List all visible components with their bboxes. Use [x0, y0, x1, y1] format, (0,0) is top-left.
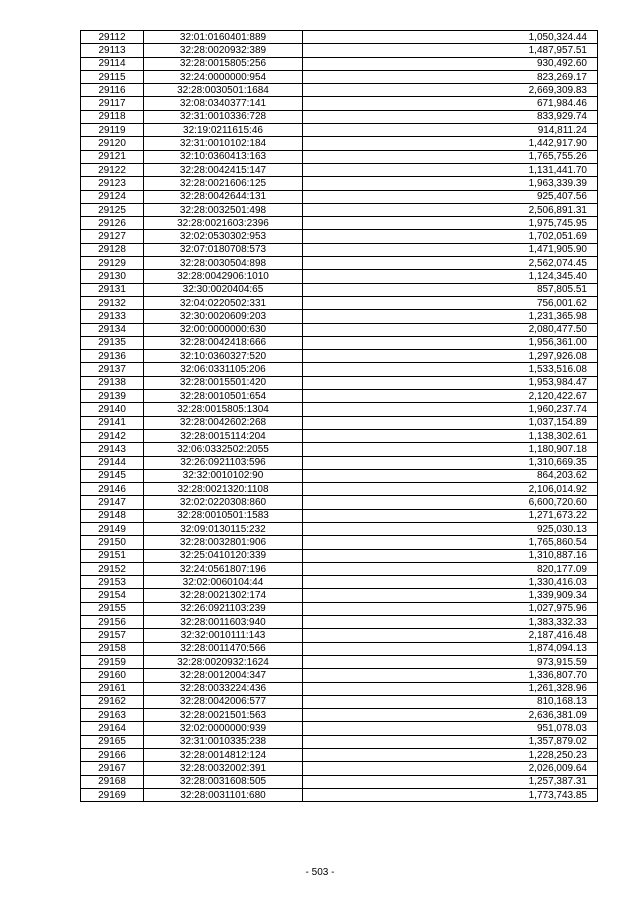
record-id-cell: 29117	[81, 97, 144, 110]
record-id-cell: 29159	[81, 655, 144, 668]
amount-cell: 973,915.59	[303, 655, 598, 668]
cadastral-number-cell: 32:28:0015501:420	[144, 376, 303, 389]
cadastral-number-cell: 32:28:0010501:654	[144, 390, 303, 403]
table-row	[81, 283, 598, 296]
record-id-cell: 29132	[81, 296, 144, 309]
table-row	[81, 669, 598, 682]
amount-cell: 1,330,416.03	[303, 576, 598, 589]
table-row	[81, 84, 598, 97]
cadastral-number-cell: 32:02:0060104:44	[144, 576, 303, 589]
amount-cell: 1,765,860.54	[303, 536, 598, 549]
cadastral-number-cell: 32:28:0030501:1684	[144, 84, 303, 97]
cadastral-number-cell: 32:28:0020932:389	[144, 44, 303, 57]
record-id-cell: 29113	[81, 44, 144, 57]
record-id-cell: 29153	[81, 576, 144, 589]
records-table-body	[81, 31, 598, 802]
cadastral-number-cell: 32:24:0000000:954	[144, 70, 303, 83]
table-row	[81, 629, 598, 642]
record-id-cell: 29122	[81, 163, 144, 176]
record-id-cell: 29149	[81, 522, 144, 535]
amount-cell: 2,636,381.09	[303, 709, 598, 722]
table-row	[81, 230, 598, 243]
record-id-cell: 29119	[81, 124, 144, 137]
amount-cell: 756,001.62	[303, 296, 598, 309]
cadastral-number-cell: 32:28:0032801:906	[144, 536, 303, 549]
amount-cell: 1,261,328.96	[303, 682, 598, 695]
cadastral-number-cell: 32:32:0010102:90	[144, 469, 303, 482]
table-row	[81, 562, 598, 575]
cadastral-number-cell: 32:28:0020932:1624	[144, 655, 303, 668]
amount-cell: 1,442,917.90	[303, 137, 598, 150]
record-id-cell: 29116	[81, 84, 144, 97]
record-id-cell: 29164	[81, 722, 144, 735]
amount-cell: 1,297,926.08	[303, 350, 598, 363]
cadastral-number-cell: 32:28:0031101:680	[144, 788, 303, 801]
page-number: - 503 -	[305, 867, 335, 878]
record-id-cell: 29146	[81, 483, 144, 496]
cadastral-number-cell: 32:28:0042602:268	[144, 416, 303, 429]
amount-cell: 1,271,673.22	[303, 509, 598, 522]
table-row	[81, 443, 598, 456]
table-row	[81, 616, 598, 629]
table-row	[81, 57, 598, 70]
record-id-cell: 29120	[81, 137, 144, 150]
cadastral-number-cell: 32:10:0360413:163	[144, 150, 303, 163]
amount-cell: 1,702,051.69	[303, 230, 598, 243]
amount-cell: 1,027,975.96	[303, 602, 598, 615]
record-id-cell: 29144	[81, 456, 144, 469]
table-row	[81, 762, 598, 775]
amount-cell: 864,203.62	[303, 469, 598, 482]
cadastral-number-cell: 32:32:0010111:143	[144, 629, 303, 642]
table-row	[81, 722, 598, 735]
amount-cell: 2,669,309.83	[303, 84, 598, 97]
cadastral-number-cell: 32:25:0410120:339	[144, 549, 303, 562]
amount-cell: 1,471,905.90	[303, 243, 598, 256]
record-id-cell: 29126	[81, 217, 144, 230]
table-row	[81, 788, 598, 801]
record-id-cell: 29152	[81, 562, 144, 575]
table-row	[81, 509, 598, 522]
record-id-cell: 29163	[81, 709, 144, 722]
cadastral-number-cell: 32:28:0021320:1108	[144, 483, 303, 496]
table-row	[81, 456, 598, 469]
table-row	[81, 270, 598, 283]
cadastral-number-cell: 32:28:0031608:505	[144, 775, 303, 788]
amount-cell: 1,180,907.18	[303, 443, 598, 456]
record-id-cell: 29143	[81, 443, 144, 456]
table-row	[81, 522, 598, 535]
cadastral-number-cell: 32:28:0042644:131	[144, 190, 303, 203]
amount-cell: 951,078.03	[303, 722, 598, 735]
record-id-cell: 29131	[81, 283, 144, 296]
cadastral-number-cell: 32:30:0020609:203	[144, 310, 303, 323]
cadastral-number-cell: 32:07:0180708:573	[144, 243, 303, 256]
amount-cell: 823,269.17	[303, 70, 598, 83]
record-id-cell: 29127	[81, 230, 144, 243]
cadastral-number-cell: 32:31:0010335:238	[144, 735, 303, 748]
cadastral-number-cell: 32:31:0010102:184	[144, 137, 303, 150]
cadastral-number-cell: 32:06:0331105:206	[144, 363, 303, 376]
record-id-cell: 29129	[81, 257, 144, 270]
cadastral-number-cell: 32:28:0032002:391	[144, 762, 303, 775]
amount-cell: 1,765,755.26	[303, 150, 598, 163]
amount-cell: 2,106,014.92	[303, 483, 598, 496]
table-row	[81, 70, 598, 83]
table-row	[81, 376, 598, 389]
cadastral-number-cell: 32:26:0921103:596	[144, 456, 303, 469]
table-row	[81, 97, 598, 110]
table-row	[81, 44, 598, 57]
cadastral-number-cell: 32:30:0020404:65	[144, 283, 303, 296]
cadastral-number-cell: 32:28:0011603:940	[144, 616, 303, 629]
record-id-cell: 29168	[81, 775, 144, 788]
amount-cell: 1,336,807.70	[303, 669, 598, 682]
cadastral-number-cell: 32:28:0011470:566	[144, 642, 303, 655]
amount-cell: 914,811.24	[303, 124, 598, 137]
table-row	[81, 602, 598, 615]
cadastral-number-cell: 32:28:0021302:174	[144, 589, 303, 602]
amount-cell: 833,929.74	[303, 110, 598, 123]
amount-cell: 1,231,365.98	[303, 310, 598, 323]
table-row	[81, 363, 598, 376]
table-row	[81, 655, 598, 668]
amount-cell: 1,487,957.51	[303, 44, 598, 57]
cadastral-number-cell: 32:28:0021603:2396	[144, 217, 303, 230]
record-id-cell: 29130	[81, 270, 144, 283]
cadastral-number-cell: 32:28:0012004:347	[144, 669, 303, 682]
amount-cell: 2,120,422.67	[303, 390, 598, 403]
record-id-cell: 29124	[81, 190, 144, 203]
amount-cell: 2,506,891.31	[303, 203, 598, 216]
table-row	[81, 775, 598, 788]
amount-cell: 1,257,387.31	[303, 775, 598, 788]
table-row	[81, 642, 598, 655]
cadastral-number-cell: 32:31:0010336:728	[144, 110, 303, 123]
cadastral-number-cell: 32:28:0015805:1304	[144, 403, 303, 416]
amount-cell: 810,168.13	[303, 695, 598, 708]
amount-cell: 1,874,094.13	[303, 642, 598, 655]
cadastral-number-cell: 32:28:0042418:666	[144, 336, 303, 349]
record-id-cell: 29166	[81, 749, 144, 762]
amount-cell: 1,310,669.35	[303, 456, 598, 469]
table-row	[81, 429, 598, 442]
amount-cell: 1,383,332.33	[303, 616, 598, 629]
cadastral-number-cell: 32:28:0042906:1010	[144, 270, 303, 283]
record-id-cell: 29154	[81, 589, 144, 602]
record-id-cell: 29142	[81, 429, 144, 442]
table-row	[81, 203, 598, 216]
records-table	[80, 30, 598, 802]
amount-cell: 925,030.13	[303, 522, 598, 535]
record-id-cell: 29157	[81, 629, 144, 642]
amount-cell: 1,975,745.95	[303, 217, 598, 230]
cadastral-number-cell: 32:00:0000000:630	[144, 323, 303, 336]
amount-cell: 925,407.56	[303, 190, 598, 203]
cadastral-number-cell: 32:28:0033224:436	[144, 682, 303, 695]
table-row	[81, 589, 598, 602]
record-id-cell: 29121	[81, 150, 144, 163]
record-id-cell: 29167	[81, 762, 144, 775]
cadastral-number-cell: 32:28:0021606:125	[144, 177, 303, 190]
record-id-cell: 29112	[81, 31, 144, 44]
record-id-cell: 29125	[81, 203, 144, 216]
cadastral-number-cell: 32:26:0921103:239	[144, 602, 303, 615]
record-id-cell: 29161	[81, 682, 144, 695]
cadastral-number-cell: 32:28:0021501:563	[144, 709, 303, 722]
record-id-cell: 29137	[81, 363, 144, 376]
table-row	[81, 695, 598, 708]
amount-cell: 671,984.46	[303, 97, 598, 110]
table-row	[81, 416, 598, 429]
cadastral-number-cell: 32:19:0211615:46	[144, 124, 303, 137]
table-row	[81, 469, 598, 482]
cadastral-number-cell: 32:10:0360327:520	[144, 350, 303, 363]
table-row	[81, 549, 598, 562]
cadastral-number-cell: 32:04:0220502:331	[144, 296, 303, 309]
record-id-cell: 29128	[81, 243, 144, 256]
amount-cell: 1,963,339.39	[303, 177, 598, 190]
cadastral-number-cell: 32:28:0014812:124	[144, 749, 303, 762]
amount-cell: 1,138,302.61	[303, 429, 598, 442]
table-row	[81, 403, 598, 416]
table-row	[81, 243, 598, 256]
record-id-cell: 29151	[81, 549, 144, 562]
table-row	[81, 536, 598, 549]
amount-cell: 1,960,237.74	[303, 403, 598, 416]
cadastral-number-cell: 32:01:0160401:889	[144, 31, 303, 44]
table-row	[81, 217, 598, 230]
cadastral-number-cell: 32:02:0530302:953	[144, 230, 303, 243]
amount-cell: 2,562,074.45	[303, 257, 598, 270]
record-id-cell: 29165	[81, 735, 144, 748]
table-row	[81, 190, 598, 203]
table-row	[81, 323, 598, 336]
amount-cell: 1,357,879.02	[303, 735, 598, 748]
amount-cell: 1,533,516.08	[303, 363, 598, 376]
record-id-cell: 29118	[81, 110, 144, 123]
record-id-cell: 29115	[81, 70, 144, 83]
table-row	[81, 350, 598, 363]
record-id-cell: 29123	[81, 177, 144, 190]
amount-cell: 1,228,250.23	[303, 749, 598, 762]
table-row	[81, 296, 598, 309]
cadastral-number-cell: 32:28:0042006:577	[144, 695, 303, 708]
amount-cell: 1,953,984.47	[303, 376, 598, 389]
amount-cell: 1,037,154.89	[303, 416, 598, 429]
amount-cell: 820,177.09	[303, 562, 598, 575]
amount-cell: 1,131,441.70	[303, 163, 598, 176]
record-id-cell: 29141	[81, 416, 144, 429]
cadastral-number-cell: 32:08:0340377:141	[144, 97, 303, 110]
amount-cell: 2,080,477.50	[303, 323, 598, 336]
table-row	[81, 336, 598, 349]
record-id-cell: 29138	[81, 376, 144, 389]
amount-cell: 6,600,720.60	[303, 496, 598, 509]
table-row	[81, 257, 598, 270]
record-id-cell: 29160	[81, 669, 144, 682]
cadastral-number-cell: 32:28:0030504:898	[144, 257, 303, 270]
table-row	[81, 31, 598, 44]
table-row	[81, 682, 598, 695]
cadastral-number-cell: 32:28:0010501:1583	[144, 509, 303, 522]
table-row	[81, 496, 598, 509]
record-id-cell: 29169	[81, 788, 144, 801]
cadastral-number-cell: 32:09:0130115:232	[144, 522, 303, 535]
record-id-cell: 29114	[81, 57, 144, 70]
record-id-cell: 29148	[81, 509, 144, 522]
amount-cell: 1,956,361.00	[303, 336, 598, 349]
amount-cell: 1,310,887.16	[303, 549, 598, 562]
record-id-cell: 29158	[81, 642, 144, 655]
record-id-cell: 29135	[81, 336, 144, 349]
table-row	[81, 124, 598, 137]
record-id-cell: 29145	[81, 469, 144, 482]
table-row	[81, 735, 598, 748]
table-row	[81, 576, 598, 589]
amount-cell: 1,124,345.40	[303, 270, 598, 283]
table-row	[81, 390, 598, 403]
record-id-cell: 29139	[81, 390, 144, 403]
record-id-cell: 29156	[81, 616, 144, 629]
amount-cell: 1,773,743.85	[303, 788, 598, 801]
record-id-cell: 29147	[81, 496, 144, 509]
amount-cell: 2,026,009.64	[303, 762, 598, 775]
table-row	[81, 483, 598, 496]
record-id-cell: 29134	[81, 323, 144, 336]
cadastral-number-cell: 32:28:0015805:256	[144, 57, 303, 70]
table-row	[81, 749, 598, 762]
table-row	[81, 110, 598, 123]
amount-cell: 1,339,909.34	[303, 589, 598, 602]
record-id-cell: 29155	[81, 602, 144, 615]
amount-cell: 930,492.60	[303, 57, 598, 70]
record-id-cell: 29150	[81, 536, 144, 549]
table-row	[81, 709, 598, 722]
cadastral-number-cell: 32:28:0015114:204	[144, 429, 303, 442]
amount-cell: 1,050,324.44	[303, 31, 598, 44]
cadastral-number-cell: 32:06:0332502:2055	[144, 443, 303, 456]
record-id-cell: 29136	[81, 350, 144, 363]
record-id-cell: 29162	[81, 695, 144, 708]
amount-cell: 857,805.51	[303, 283, 598, 296]
cadastral-number-cell: 32:02:0220308:860	[144, 496, 303, 509]
table-row	[81, 137, 598, 150]
cadastral-number-cell: 32:02:0000000:939	[144, 722, 303, 735]
record-id-cell: 29140	[81, 403, 144, 416]
table-row	[81, 163, 598, 176]
table-row	[81, 177, 598, 190]
table-row	[81, 310, 598, 323]
amount-cell: 2,187,416.48	[303, 629, 598, 642]
cadastral-number-cell: 32:24:0561807:196	[144, 562, 303, 575]
record-id-cell: 29133	[81, 310, 144, 323]
cadastral-number-cell: 32:28:0042415:147	[144, 163, 303, 176]
table-row	[81, 150, 598, 163]
cadastral-number-cell: 32:28:0032501:498	[144, 203, 303, 216]
